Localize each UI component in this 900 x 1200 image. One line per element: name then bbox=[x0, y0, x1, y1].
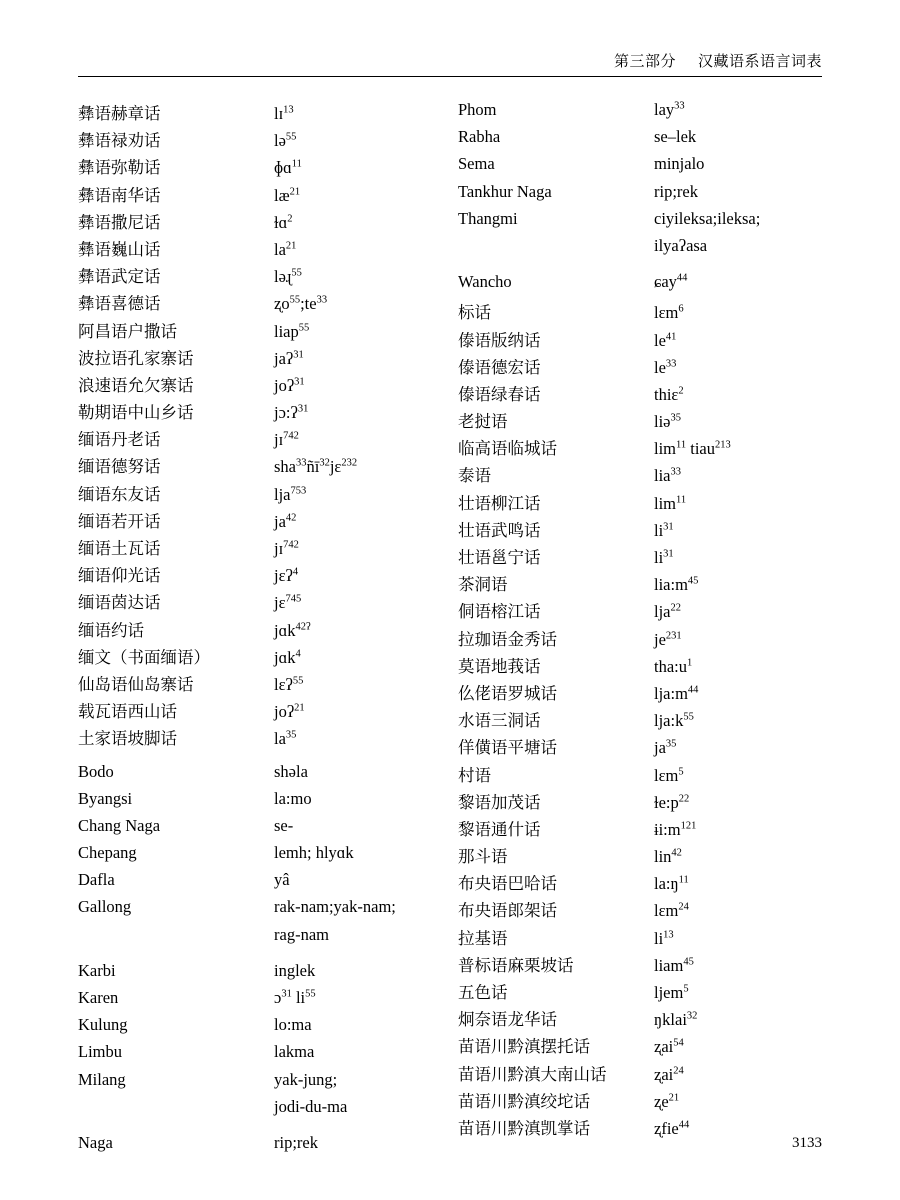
tone-superscript: 55 bbox=[289, 294, 301, 306]
language-name: 水语三洞话 bbox=[458, 711, 541, 731]
word-list-row bbox=[78, 209, 458, 236]
word-form: se–lek bbox=[654, 127, 697, 147]
word-list-row bbox=[458, 154, 838, 181]
language-name: 缅文（书面缅语） bbox=[78, 647, 210, 667]
word-list-row bbox=[458, 925, 838, 952]
word-list-row bbox=[78, 318, 458, 345]
tone-superscript: 21 bbox=[289, 186, 301, 198]
word-list-row bbox=[78, 988, 458, 1015]
word-form: $la:ŋ^{11}$ bbox=[654, 874, 689, 894]
word-list-row bbox=[78, 1097, 458, 1124]
word-list-row bbox=[78, 589, 458, 616]
tone-superscript: 35 bbox=[670, 412, 681, 424]
word-form: $\lim^{11}$ bbox=[654, 493, 687, 513]
word-list-row bbox=[458, 598, 838, 625]
word-list-row bbox=[78, 535, 458, 562]
word-form: $lia:m^{45}$ bbox=[654, 575, 699, 595]
tone-superscript: 33 bbox=[316, 294, 328, 306]
tone-superscript: 31 bbox=[663, 548, 674, 560]
word-form: ilyaʔasa bbox=[654, 235, 708, 255]
word-form: $li^{13}$ bbox=[654, 928, 674, 948]
tone-superscript: 31 bbox=[281, 988, 292, 1000]
word-list-row bbox=[458, 843, 838, 870]
word-list-row bbox=[78, 236, 458, 263]
language-name: 缅语仰光话 bbox=[78, 566, 161, 586]
word-list-row bbox=[78, 345, 458, 372]
word-list-row bbox=[78, 762, 458, 789]
word-list-row bbox=[78, 617, 458, 644]
word-form: $ja^{42}$ bbox=[274, 511, 297, 531]
language-name: 炯奈语龙华话 bbox=[458, 1010, 557, 1030]
word-form: inglek bbox=[274, 960, 316, 980]
word-form: lakma bbox=[274, 1042, 315, 1062]
language-name: 苗语川黔滇大南山话 bbox=[458, 1064, 607, 1084]
word-form: liə$^{35}$ bbox=[654, 412, 681, 432]
language-name: Thangmi bbox=[458, 208, 518, 228]
word-form: jɔ:ʔ$^{31}$ bbox=[274, 403, 309, 423]
word-list-row bbox=[458, 408, 838, 435]
word-list-row bbox=[458, 816, 838, 843]
language-name: 勒期语中山乡话 bbox=[78, 403, 194, 423]
word-list-row bbox=[78, 481, 458, 508]
language-name: 傣语绿春话 bbox=[458, 384, 541, 404]
word-form: se- bbox=[274, 815, 294, 835]
header-title: 汉藏语系语言词表 bbox=[697, 54, 822, 70]
tone-superscript: 31 bbox=[294, 376, 305, 388]
tone-superscript: 2 bbox=[678, 385, 684, 397]
language-name: Chepang bbox=[78, 843, 137, 863]
language-name: 缅语东友话 bbox=[78, 484, 161, 504]
tone-superscript: 22 bbox=[678, 793, 690, 805]
language-name: 彝语喜德话 bbox=[78, 294, 161, 314]
language-name: 泰语 bbox=[458, 466, 491, 486]
column-left bbox=[78, 100, 458, 1160]
tone-superscript: 55 bbox=[291, 267, 302, 279]
word-list-row bbox=[458, 789, 838, 816]
word-form: lo:ma bbox=[274, 1015, 312, 1035]
language-name: 缅语德努话 bbox=[78, 457, 161, 477]
language-name: 拉珈语金秀话 bbox=[458, 629, 557, 649]
tone-superscript: 41 bbox=[665, 331, 677, 342]
language-name: 缅语土瓦话 bbox=[78, 539, 161, 558]
tone-superscript: 42 bbox=[671, 847, 682, 859]
language-name: 土家语坡脚话 bbox=[78, 729, 177, 749]
word-form: $li^{31}$ bbox=[654, 520, 674, 540]
word-form: liap$^{55}$ bbox=[274, 321, 310, 341]
word-form: $lja:k^{55}$ bbox=[654, 711, 694, 731]
word-form: ŋklai$^{32}$ bbox=[654, 1010, 698, 1030]
page-number: 3133 bbox=[792, 1135, 822, 1151]
word-list-row bbox=[458, 952, 838, 979]
word-form: $tha:u^1$ bbox=[654, 656, 693, 676]
language-name: 壮语邕宁话 bbox=[458, 548, 541, 567]
word-list-row bbox=[78, 372, 458, 399]
word-list-row bbox=[458, 571, 838, 598]
word-list-row bbox=[78, 644, 458, 671]
tone-superscript: 55 bbox=[298, 322, 310, 333]
word-list-row bbox=[458, 680, 838, 707]
word-form: $la^{35}$ bbox=[274, 729, 297, 749]
word-list-row bbox=[458, 653, 838, 680]
tone-superscript: 32 bbox=[686, 1010, 698, 1022]
language-name: Chang Naga bbox=[78, 815, 161, 835]
tone-superscript: 45 bbox=[683, 956, 694, 968]
language-name: 标话 bbox=[458, 303, 491, 323]
word-form: liam$^{45}$ bbox=[654, 955, 694, 975]
language-name: 彝语弥勒话 bbox=[78, 158, 161, 178]
language-name: Byangsi bbox=[78, 788, 133, 808]
word-form: ɫɑ$^2$ bbox=[274, 212, 293, 232]
language-name: 阿昌语户撒话 bbox=[78, 321, 177, 341]
tone-superscript: 42ʔ bbox=[295, 621, 311, 633]
word-list-row bbox=[458, 707, 838, 734]
tone-superscript: 4 bbox=[292, 566, 299, 578]
language-name: Dafla bbox=[78, 870, 115, 890]
language-name: 布央语郎架话 bbox=[458, 901, 557, 921]
language-name: 波拉语孔家寨话 bbox=[78, 348, 194, 368]
language-name: 傣语德宏话 bbox=[458, 357, 541, 377]
word-form: $sha^{33}ñī^{32}jɛ^{232}$ bbox=[274, 457, 358, 477]
language-name: Gallong bbox=[78, 897, 132, 917]
word-list-row bbox=[78, 182, 458, 209]
word-form: ljem$^5$ bbox=[654, 983, 689, 1002]
word-list-row bbox=[458, 1061, 838, 1088]
tone-superscript: 6 bbox=[678, 303, 684, 315]
language-name: 缅语若开话 bbox=[78, 511, 161, 531]
word-list-row bbox=[458, 209, 838, 236]
word-form: thiɛ$^2$ bbox=[654, 384, 684, 404]
language-name: 彝语巍山话 bbox=[78, 239, 161, 259]
language-name: 彝语赫章话 bbox=[78, 104, 161, 123]
word-list-row bbox=[458, 490, 838, 517]
language-name: 彝语南华话 bbox=[78, 185, 161, 205]
tone-superscript: 1 bbox=[687, 657, 693, 669]
word-list-row bbox=[78, 426, 458, 453]
language-name: 彝语武定话 bbox=[78, 267, 161, 287]
tone-superscript: 742 bbox=[283, 539, 299, 551]
language-name: 拉基语 bbox=[458, 928, 508, 948]
language-name: 仙岛语仙岛寨话 bbox=[78, 674, 194, 694]
word-form: lia$^{33}$ bbox=[654, 466, 681, 486]
word-list-row bbox=[458, 272, 838, 299]
language-name: 佯僙语平塘话 bbox=[458, 738, 557, 758]
word-form: lja$^{22}$ bbox=[654, 602, 681, 622]
word-list-row bbox=[78, 263, 458, 290]
tone-superscript: 121 bbox=[680, 820, 697, 832]
word-form: yak-jung; bbox=[274, 1069, 338, 1089]
tone-superscript: 13 bbox=[283, 104, 294, 116]
word-form: lɛm$^6$ bbox=[654, 303, 684, 323]
word-form: ʐai$^{24}$ bbox=[654, 1064, 684, 1084]
tone-superscript: 24 bbox=[673, 1065, 684, 1077]
language-name: 浪速语允欠寨话 bbox=[78, 375, 194, 395]
word-list-row bbox=[458, 544, 838, 571]
tone-superscript: 753 bbox=[290, 485, 307, 497]
tone-superscript: 5 bbox=[678, 766, 684, 777]
word-form: lemh; hlyɑk bbox=[274, 843, 354, 863]
language-name: 苗语川黔滇摆托话 bbox=[458, 1037, 590, 1057]
word-list-row bbox=[78, 1042, 458, 1069]
tone-superscript: 45 bbox=[687, 575, 699, 587]
language-name: 仫佬语罗城话 bbox=[458, 683, 557, 703]
word-form: ʐfie$^{44}$ bbox=[654, 1118, 690, 1138]
language-name: Milang bbox=[78, 1069, 126, 1089]
word-list-row bbox=[78, 1070, 458, 1097]
word-form: rip;rek bbox=[654, 181, 698, 201]
word-form: ɔ$^{31}$ $li^{55}$ bbox=[274, 988, 316, 1007]
column-right bbox=[458, 100, 838, 1142]
two-column-layout bbox=[78, 100, 838, 1160]
tone-superscript: 213 bbox=[715, 439, 731, 451]
word-form: lin$^{42}$ bbox=[654, 847, 682, 867]
language-name: Limbu bbox=[78, 1042, 122, 1062]
word-form: $lja:m^{44}$ bbox=[654, 683, 699, 703]
language-name: 傣语版纳话 bbox=[458, 330, 541, 350]
word-form: lja$^{753}$ bbox=[274, 484, 307, 504]
word-list-row bbox=[78, 154, 458, 181]
word-form: jodi-du-ma bbox=[274, 1096, 348, 1116]
word-form: lə$^{55}$ bbox=[274, 131, 297, 151]
word-list-row bbox=[458, 1033, 838, 1060]
word-form: ʐe$^{21}$ bbox=[654, 1091, 680, 1111]
language-name: 老挝语 bbox=[458, 412, 508, 432]
word-list-row bbox=[78, 1015, 458, 1042]
language-name: Bodo bbox=[78, 761, 114, 781]
tone-superscript: 2 bbox=[287, 213, 293, 225]
language-name: Kulung bbox=[78, 1015, 128, 1035]
language-name: 茶洞语 bbox=[458, 575, 508, 595]
word-form: lɪ$^{13}$ bbox=[274, 104, 294, 123]
tone-superscript: 55 bbox=[285, 131, 297, 143]
tone-superscript: 44 bbox=[687, 684, 699, 696]
tone-superscript: 24 bbox=[678, 901, 689, 913]
language-name: 彝语撒尼话 bbox=[78, 212, 161, 232]
word-form: minjalo bbox=[654, 154, 705, 174]
word-list-row bbox=[458, 897, 838, 924]
header-part: 第三部分 bbox=[613, 54, 676, 70]
tone-superscript: 33 bbox=[670, 466, 681, 478]
tone-superscript: 11 bbox=[676, 494, 687, 506]
language-name: 侗语榕江话 bbox=[458, 602, 541, 622]
word-list-row bbox=[458, 626, 838, 653]
word-form: yâ bbox=[274, 870, 290, 890]
word-form: $je^{231}$ bbox=[654, 629, 682, 649]
tone-superscript: 33 bbox=[674, 100, 685, 112]
word-form: lɛʔ$^{55}$ bbox=[274, 674, 304, 694]
word-list-row bbox=[78, 290, 458, 317]
language-name: Karbi bbox=[78, 960, 116, 980]
language-name: 黎语通什话 bbox=[458, 819, 541, 839]
tone-superscript: 4 bbox=[295, 648, 301, 660]
word-list-row bbox=[458, 762, 838, 789]
language-name: 缅语茵达话 bbox=[78, 593, 161, 613]
tone-superscript: 22 bbox=[670, 602, 681, 614]
tone-superscript: 31 bbox=[297, 403, 309, 415]
tone-superscript: 11 bbox=[678, 874, 689, 886]
word-form: joʔ$^{21}$ bbox=[274, 702, 305, 722]
word-list-row bbox=[458, 734, 838, 761]
word-form: $li^{31}$ bbox=[654, 548, 674, 567]
tone-superscript: 21 bbox=[294, 702, 305, 714]
language-name: 普标语麻栗坡话 bbox=[458, 955, 574, 975]
word-list-row bbox=[458, 236, 838, 263]
word-form: $le^{33}$ bbox=[654, 357, 677, 377]
word-form: la:mo bbox=[274, 788, 312, 808]
word-form: rag-nam bbox=[274, 924, 329, 944]
word-form: $læ^{21}$ bbox=[274, 185, 301, 205]
word-form: jɪ$^{742}$ bbox=[274, 539, 299, 558]
word-list-row bbox=[458, 127, 838, 154]
tone-superscript: 44 bbox=[676, 272, 688, 284]
word-list-row bbox=[78, 127, 458, 154]
word-form: $ja^{35}$ bbox=[654, 738, 677, 758]
word-list-row bbox=[78, 725, 458, 752]
word-list-row bbox=[458, 1006, 838, 1033]
word-form: rak-nam;yak-nam; bbox=[274, 897, 396, 917]
word-list-row bbox=[78, 925, 458, 952]
tone-superscript: 35 bbox=[285, 729, 297, 741]
language-name: 村语 bbox=[458, 765, 491, 785]
language-name: 黎语加茂话 bbox=[458, 792, 541, 812]
tone-superscript: 11 bbox=[676, 439, 687, 451]
word-form: rip;rek bbox=[274, 1132, 318, 1152]
word-list-row bbox=[78, 399, 458, 426]
tone-superscript: 55 bbox=[683, 711, 694, 723]
word-form: ʐai$^{54}$ bbox=[654, 1037, 684, 1057]
language-name: 苗语川黔滇绞坨话 bbox=[458, 1091, 590, 1111]
word-form: ciyileksa;ileksa; bbox=[654, 208, 761, 228]
word-form: shəla bbox=[274, 761, 308, 781]
word-form: lɛm$^{24}$ bbox=[654, 901, 689, 921]
word-list-row bbox=[78, 897, 458, 924]
word-list-row bbox=[78, 870, 458, 897]
word-list-row bbox=[78, 816, 458, 843]
word-form: jaʔ$^{31}$ bbox=[274, 348, 304, 368]
word-list-row bbox=[458, 1115, 838, 1142]
tone-superscript: 31 bbox=[663, 521, 674, 533]
language-name: Naga bbox=[78, 1132, 113, 1152]
tone-superscript: 21 bbox=[668, 1092, 680, 1104]
language-name: 壮语柳江话 bbox=[458, 493, 541, 513]
tone-superscript: 54 bbox=[673, 1037, 684, 1049]
tone-superscript: 42 bbox=[285, 512, 297, 524]
word-form: ɸɑ$^{11}$ bbox=[274, 158, 302, 178]
tone-superscript: 33 bbox=[296, 457, 307, 469]
word-form: joʔ$^{31}$ bbox=[274, 375, 305, 395]
word-form: jɑk$^{42ʔ}$ bbox=[274, 620, 311, 640]
word-list-row bbox=[458, 100, 838, 127]
language-name: 缅语丹老话 bbox=[78, 430, 161, 450]
tone-superscript: 35 bbox=[665, 738, 677, 750]
tone-superscript: 13 bbox=[663, 929, 674, 941]
word-form: ɕay$^{44}$ bbox=[654, 272, 688, 292]
language-name: 临高语临城话 bbox=[458, 439, 557, 459]
word-list-content bbox=[78, 100, 838, 1160]
language-name: 五色话 bbox=[458, 983, 508, 1002]
word-form: $la^{21}$ bbox=[274, 239, 297, 259]
word-list-row bbox=[78, 843, 458, 870]
tone-superscript: 232 bbox=[341, 457, 358, 469]
language-name: 布央语巴哈话 bbox=[458, 874, 557, 894]
word-list-row bbox=[458, 870, 838, 897]
tone-superscript: 5 bbox=[683, 983, 689, 995]
word-form: $ɫe:p^{22}$ bbox=[654, 792, 690, 812]
language-name: Tankhur Naga bbox=[458, 181, 552, 201]
language-name: 苗语川黔滇凯掌话 bbox=[458, 1118, 590, 1138]
tone-superscript: 231 bbox=[665, 630, 682, 642]
word-list-row bbox=[458, 182, 838, 209]
word-list-row bbox=[458, 517, 838, 544]
language-name: 载瓦语西山话 bbox=[78, 702, 177, 722]
language-name: 壮语武鸣话 bbox=[458, 520, 541, 540]
word-list-row bbox=[78, 1133, 458, 1160]
header-rule bbox=[78, 76, 822, 77]
word-list-row bbox=[78, 562, 458, 589]
page-header bbox=[614, 50, 822, 71]
language-name: Wancho bbox=[458, 272, 512, 292]
word-list-row bbox=[78, 789, 458, 816]
tone-superscript: 742 bbox=[283, 430, 299, 442]
language-name: 那斗语 bbox=[458, 847, 508, 867]
word-form: lɛm$^5$ bbox=[654, 765, 684, 785]
word-list-row bbox=[78, 698, 458, 725]
word-form: jɛʔ$^4$ bbox=[274, 566, 299, 586]
tone-superscript: 32 bbox=[319, 457, 330, 469]
word-form: lay$^{33}$ bbox=[654, 100, 685, 119]
word-list-row bbox=[458, 1088, 838, 1115]
language-name: 彝语禄劝话 bbox=[78, 131, 161, 151]
word-list-row bbox=[458, 381, 838, 408]
word-list-row bbox=[78, 671, 458, 698]
word-form: jɑk$^4$ bbox=[274, 647, 301, 667]
language-name: 缅语约话 bbox=[78, 620, 144, 640]
word-form: ləɻ$^{55}$ bbox=[274, 267, 302, 287]
language-name: Sema bbox=[458, 154, 495, 174]
tone-superscript: 55 bbox=[305, 988, 316, 1000]
word-form: $ɨi:m^{121}$ bbox=[654, 819, 697, 839]
word-list-row bbox=[458, 435, 838, 462]
tone-superscript: 44 bbox=[678, 1119, 690, 1131]
language-name: Rabha bbox=[458, 127, 501, 147]
word-list-row bbox=[458, 462, 838, 489]
word-form: jɪ$^{742}$ bbox=[274, 430, 299, 450]
word-form: $le^{41}$ bbox=[654, 330, 677, 350]
tone-superscript: 55 bbox=[292, 675, 304, 687]
word-form: $\lim^{11}$ tiau$^{213}$ bbox=[654, 439, 731, 459]
word-list-row bbox=[78, 508, 458, 535]
tone-superscript: 745 bbox=[285, 593, 302, 605]
word-list-row bbox=[458, 327, 838, 354]
tone-superscript: 11 bbox=[291, 158, 302, 170]
tone-superscript: 21 bbox=[285, 240, 297, 252]
word-list-row bbox=[458, 979, 838, 1006]
language-name: Karen bbox=[78, 988, 119, 1007]
word-list-row bbox=[78, 100, 458, 127]
word-list-row bbox=[78, 453, 458, 480]
word-list-row bbox=[458, 299, 838, 326]
language-name: 莫语地莪话 bbox=[458, 656, 541, 676]
word-list-row bbox=[458, 354, 838, 381]
word-form: $ʐo^{55};te^{33}$ bbox=[274, 294, 328, 314]
tone-superscript: 33 bbox=[665, 358, 677, 370]
word-list-row bbox=[78, 961, 458, 988]
word-form: jɛ$^{745}$ bbox=[274, 593, 302, 613]
language-name: Phom bbox=[458, 100, 497, 119]
tone-superscript: 31 bbox=[293, 349, 304, 361]
